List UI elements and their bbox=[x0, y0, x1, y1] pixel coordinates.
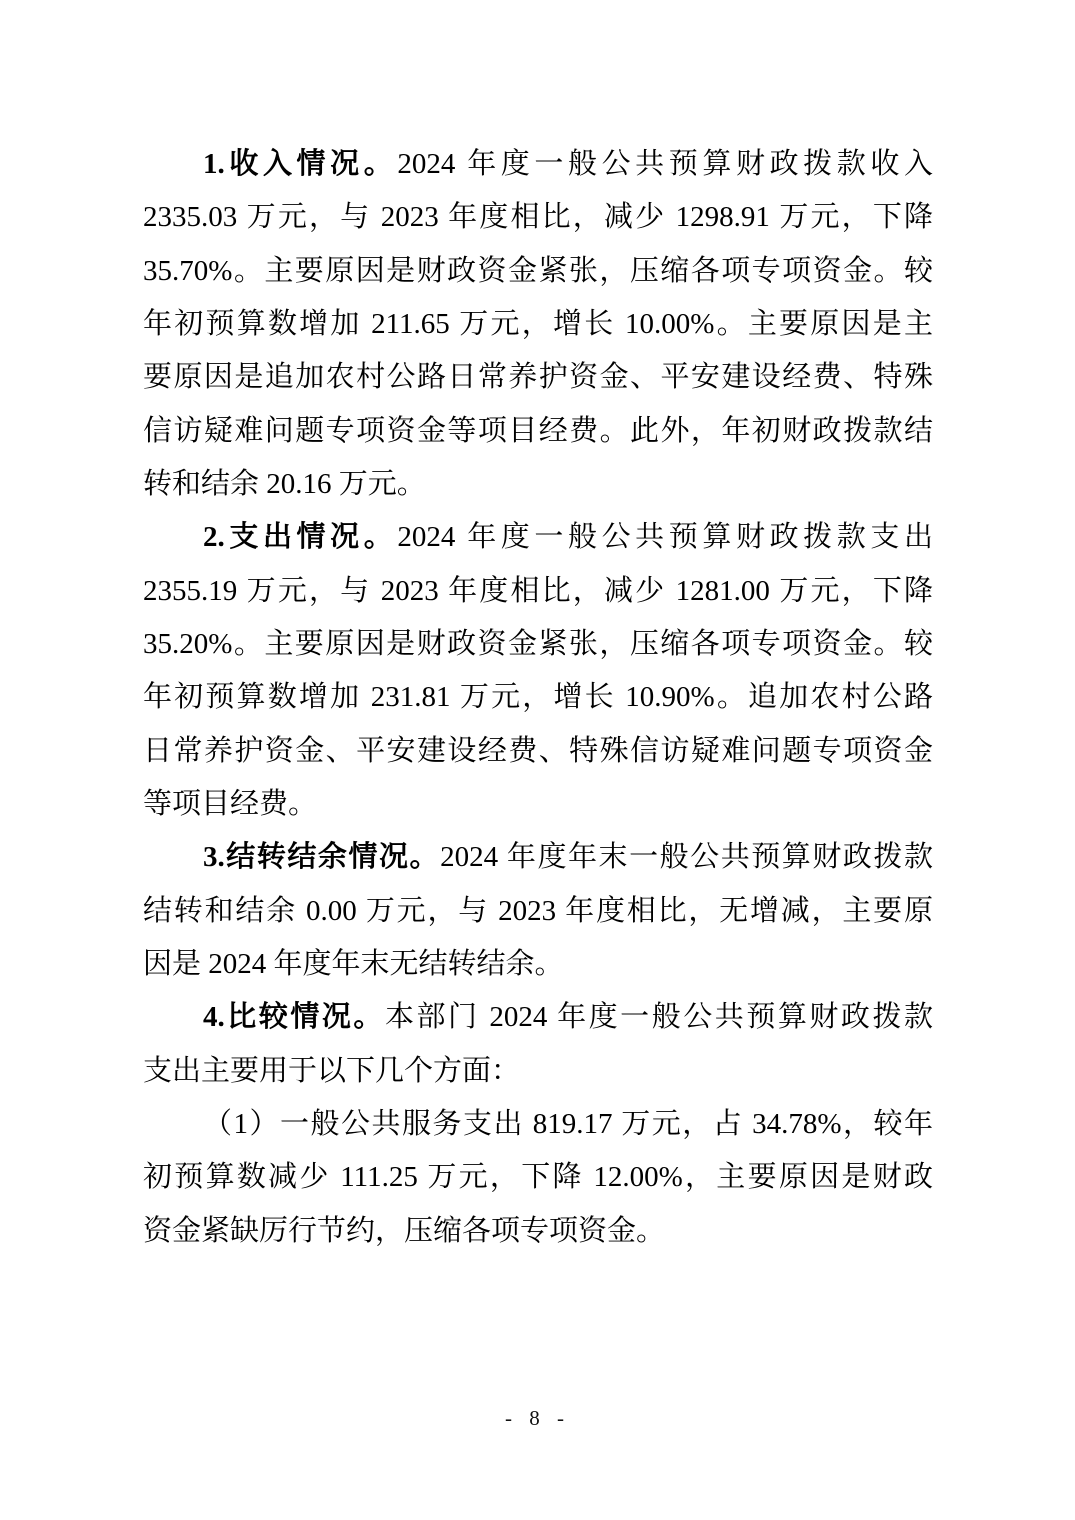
text-line: 日常养护资金、平安建设经费、特殊信访疑难问题专项资金 bbox=[143, 734, 933, 767]
document-body bbox=[143, 138, 933, 1258]
text-line: 2335.03 万元，与 2023 年度相比，减少 1298.91 万元，下降 bbox=[143, 201, 933, 234]
text-line: 年初预算数增加 231.81 万元，增长 10.90%。追加农村公路 bbox=[143, 681, 933, 714]
paragraph bbox=[143, 991, 933, 1098]
text-line: 等项目经费。 bbox=[143, 787, 318, 820]
text-line: 支出主要用于以下几个方面： bbox=[143, 1054, 521, 1087]
paragraph bbox=[143, 831, 933, 991]
paragraph-text: 2024 年度年末一般公共预算财政拨款 bbox=[440, 841, 933, 874]
paragraph-text: 本部门 2024 年度一般公共预算财政拨款 bbox=[384, 1001, 933, 1034]
text-line: 结转和结余 0.00 万元，与 2023 年度相比，无增减，主要原 bbox=[143, 894, 933, 927]
text-line: 要原因是追加农村公路日常养护资金、平安建设经费、特殊 bbox=[143, 361, 933, 394]
text-line: 年初预算数增加 211.65 万元，增长 10.00%。主要原因是主 bbox=[143, 307, 933, 340]
page-number: - 8 - bbox=[505, 1406, 570, 1430]
paragraph-text: 2024 年度一般公共预算财政拨款支出 bbox=[397, 521, 933, 554]
text-line: 35.20%。主要原因是财政资金紧张，压缩各项专项资金。较 bbox=[143, 627, 933, 660]
text-line: 转和结余 20.16 万元。 bbox=[143, 467, 426, 500]
text-line bbox=[143, 138, 933, 191]
paragraph bbox=[143, 1098, 933, 1258]
text-line bbox=[143, 991, 933, 1044]
text-line: 资金紧缺厉行节约，压缩各项专项资金。 bbox=[143, 1214, 666, 1247]
paragraph bbox=[143, 511, 933, 831]
text-line: （1）一般公共服务支出 819.17 万元，占 34.78%，较年 bbox=[203, 1107, 933, 1140]
text-line: 因是 2024 年度年末无结转结余。 bbox=[143, 947, 564, 980]
text-line: 初预算数减少 111.25 万元，下降 12.00%，主要原因是财政 bbox=[143, 1161, 933, 1194]
paragraph-heading: 2.支出情况。 bbox=[203, 521, 398, 554]
paragraph-heading: 1.收入情况。 bbox=[203, 148, 398, 180]
text-line bbox=[143, 831, 933, 884]
paragraph bbox=[143, 138, 933, 511]
paragraph-heading: 3.结转结余情况。 bbox=[203, 841, 441, 874]
text-line: 信访疑难问题专项资金等项目经费。此外，年初财政拨款结 bbox=[143, 414, 933, 447]
paragraph-heading: 4.比较情况。 bbox=[203, 1001, 385, 1034]
text-line: 2355.19 万元，与 2023 年度相比，减少 1281.00 万元，下降 bbox=[143, 574, 933, 607]
paragraph-text: 2024 年度一般公共预算财政拨款收入 bbox=[397, 148, 933, 180]
text-line: 35.70%。主要原因是财政资金紧张，压缩各项专项资金。较 bbox=[143, 254, 933, 287]
text-line bbox=[143, 511, 933, 564]
